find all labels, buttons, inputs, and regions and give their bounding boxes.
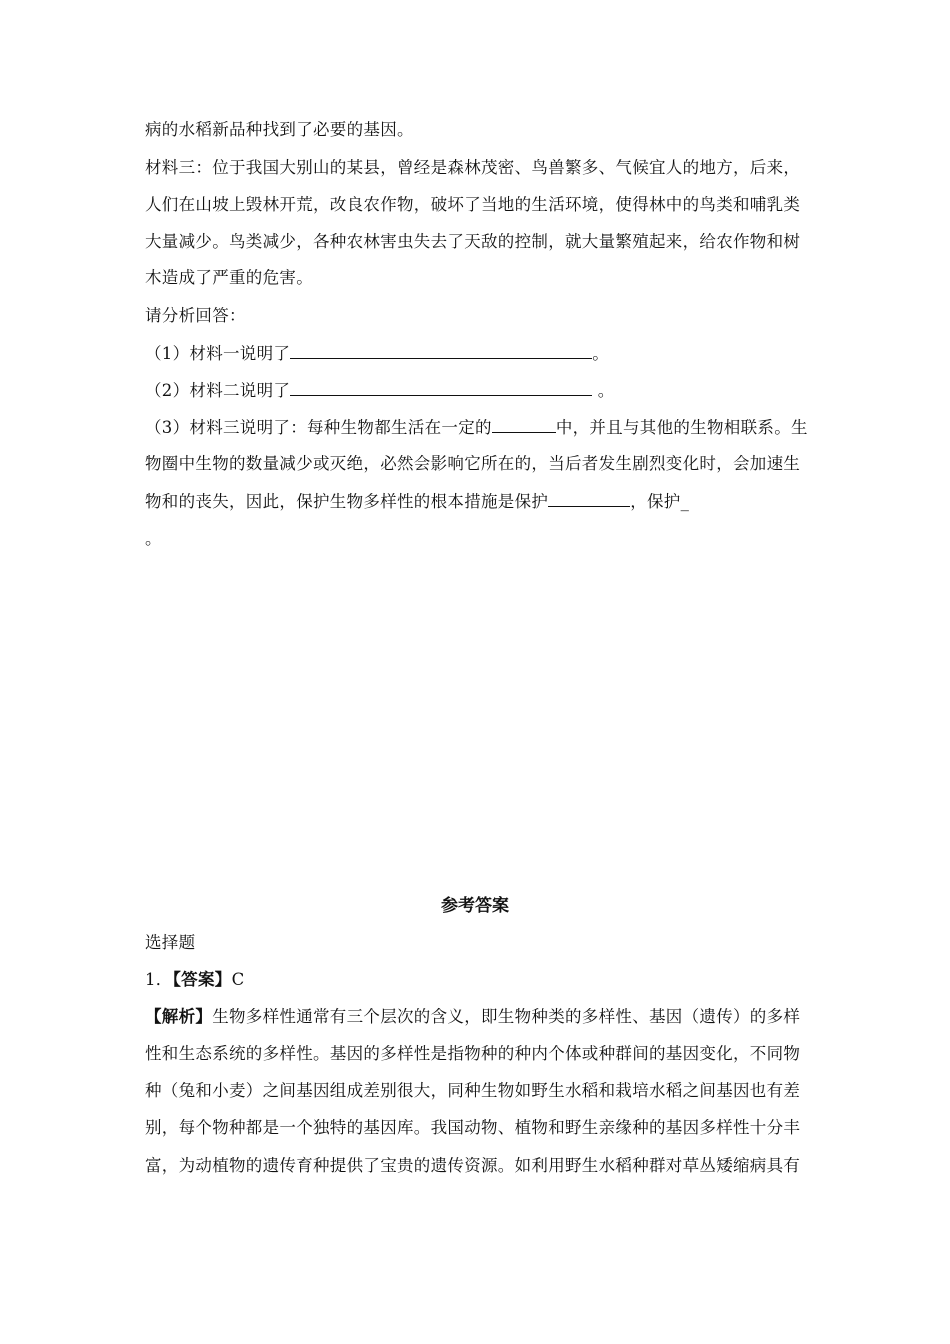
material2-tail-text: 病的水稻新品种找到了必要的基因。 [145,120,414,139]
analysis-line-4: 别，每个物种都是一个独特的基因库。我国动物、植物和野生亲缘种的基因多样性十分丰 [145,1118,801,1137]
analysis-line-1-text: 生物多样性通常有三个层次的含义，即生物种类的多样性、基因（遗传）的多样 [212,1007,801,1026]
answer-1 [145,969,245,991]
question-3-line-2: 物圈中生物的数量减少或灭绝，必然会影响它所在的，当后者发生剧烈变化时，会加速生 [145,454,801,473]
answer-1-value: C [231,970,245,989]
question-3-line3-middle: ，保护 [630,492,681,511]
analysis-line-2: 性和生态系统的多样性。基因的多样性是指物种的种内个体或种群间的基因变化，不同物 [145,1044,801,1063]
material3-line-2: 人们在山坡上毁林开荒，改良农作物，破坏了当地的生活环境，使得林中的鸟类和哺乳类 [145,195,801,214]
analysis-label: 【解析】 [145,1007,213,1026]
question-2 [145,379,615,402]
question-3-line-1 [145,416,808,439]
section-heading: 选择题 [145,933,196,952]
question-1-suffix: 。 [592,344,610,363]
answer-title: 参考答案 [441,896,509,916]
material3-line-3: 大量减少。鸟类减少，各种农林害虫失去了天敌的控制，就大量繁殖起来，给农作物和树 [145,232,801,251]
question-3-line1-suffix: 中，并且与其他的生物相联系。生 [555,418,808,437]
analysis-line-5: 富，为动植物的遗传育种提供了宝贵的遗传资源。如利用野生水稻种群对草丛矮缩病具有 [145,1156,801,1175]
question-3-line-4: 。 [145,529,162,548]
question-2-prefix: （2）材料二说明了 [145,381,291,400]
question-3-blank-2[interactable] [548,490,630,507]
question-1-prefix: （1）材料一说明了 [145,344,291,363]
question-1 [145,342,609,365]
answer-1-number: 1． [145,970,173,989]
material3-line-4: 木造成了严重的危害。 [145,268,313,287]
question-3-line-3 [145,490,689,513]
analysis-line-1 [145,1006,800,1028]
question-2-suffix: 。 [592,381,615,400]
question-3-line3-suffix: _ [680,492,690,511]
question-3-prefix: （3）材料三说明了：每种生物都生活在一定的 [145,418,492,437]
question-3-blank-1[interactable] [492,416,556,433]
answer-1-label: 【答案】 [172,970,232,989]
question-2-blank[interactable] [290,379,592,396]
analysis-prompt: 请分析回答： [145,306,246,325]
question-1-blank[interactable] [290,342,592,359]
analysis-line-3: 种（兔和小麦）之间基因组成差别很大，同种生物如野生水稻和栽培水稻之间基因也有差 [145,1081,801,1100]
question-3-line3-prefix: 物和的丧失，因此，保护生物多样性的根本措施是保护 [145,492,549,511]
material3-line-1: 材料三：位于我国大别山的某县，曾经是森林茂密、鸟兽繁多、气候宜人的地方，后来， [145,158,801,177]
